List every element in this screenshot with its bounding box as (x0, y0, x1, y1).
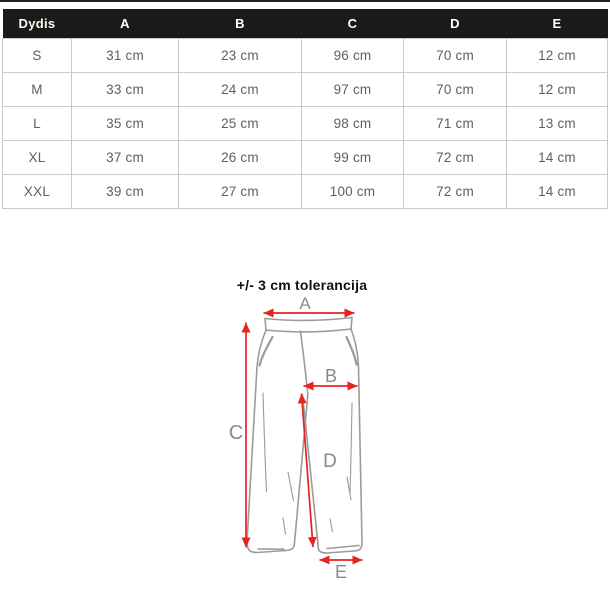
measurement-cell: 96 cm (301, 39, 403, 73)
measurement-cell: 39 cm (71, 175, 178, 209)
size-cell: XL (3, 141, 72, 175)
measurement-cell: 27 cm (179, 175, 302, 209)
table-row (3, 107, 608, 141)
size-cell: L (3, 107, 72, 141)
size-cell: XXL (3, 175, 72, 209)
measurement-cell: 71 cm (404, 107, 507, 141)
measurement-cell: 97 cm (301, 73, 403, 107)
measurement-cell: 24 cm (179, 73, 302, 107)
header-cell-c: C (301, 9, 403, 39)
right-cuff-line (327, 546, 359, 549)
measure-label-a: A (299, 294, 311, 313)
measurement-cell: 26 cm (179, 141, 302, 175)
measure-arrows (246, 313, 363, 560)
measurement-cell: 25 cm (179, 107, 302, 141)
measurement-cell: 31 cm (71, 39, 178, 73)
measure-label-c: C (228, 422, 244, 444)
measurement-cell: 14 cm (506, 141, 607, 175)
measurement-cell: 72 cm (404, 175, 507, 209)
size-cell: S (3, 39, 72, 73)
pants-diagram (0, 260, 610, 610)
size-cell: M (3, 73, 72, 107)
header-cell-dydis: Dydis (3, 9, 72, 39)
front-rise (301, 331, 308, 391)
measurement-cell: 33 cm (71, 73, 178, 107)
left-inner-seam (295, 393, 309, 544)
table-row (3, 141, 608, 175)
size-table-header-row (3, 9, 608, 39)
table-row (3, 39, 608, 73)
measurement-cell: 98 cm (301, 107, 403, 141)
table-row (3, 73, 608, 107)
measurement-cell: 14 cm (506, 175, 607, 209)
table-row (3, 175, 608, 209)
measurement-cell: 35 cm (71, 107, 178, 141)
measure-label-d: D (323, 451, 337, 472)
left-outer-seam (247, 330, 266, 542)
size-table (2, 9, 608, 209)
measurement-cell: 100 cm (301, 175, 403, 209)
measure-label-e: E (334, 562, 348, 582)
tolerance-note: +/- 3 cm tolerancija (236, 277, 368, 293)
measure-arrow-d (302, 394, 314, 548)
measurement-cell: 70 cm (404, 39, 507, 73)
left-hem (247, 542, 295, 553)
waistband-bottom (266, 329, 351, 332)
measurement-cell: 70 cm (404, 73, 507, 107)
header-cell-d: D (404, 9, 507, 39)
header-cell-b: B (179, 9, 302, 39)
header-cell-e: E (506, 9, 607, 39)
measure-label-b: B (324, 366, 338, 386)
header-cell-a: A (71, 9, 178, 39)
measurement-cell: 12 cm (506, 73, 607, 107)
waistband (265, 318, 352, 321)
measurement-cell: 13 cm (506, 107, 607, 141)
measurement-cell: 37 cm (71, 141, 178, 175)
measurement-cell: 72 cm (404, 141, 507, 175)
measurement-cell: 23 cm (179, 39, 302, 73)
measurement-cell: 99 cm (301, 141, 403, 175)
top-rule (0, 0, 610, 2)
measurement-cell: 12 cm (506, 39, 607, 73)
